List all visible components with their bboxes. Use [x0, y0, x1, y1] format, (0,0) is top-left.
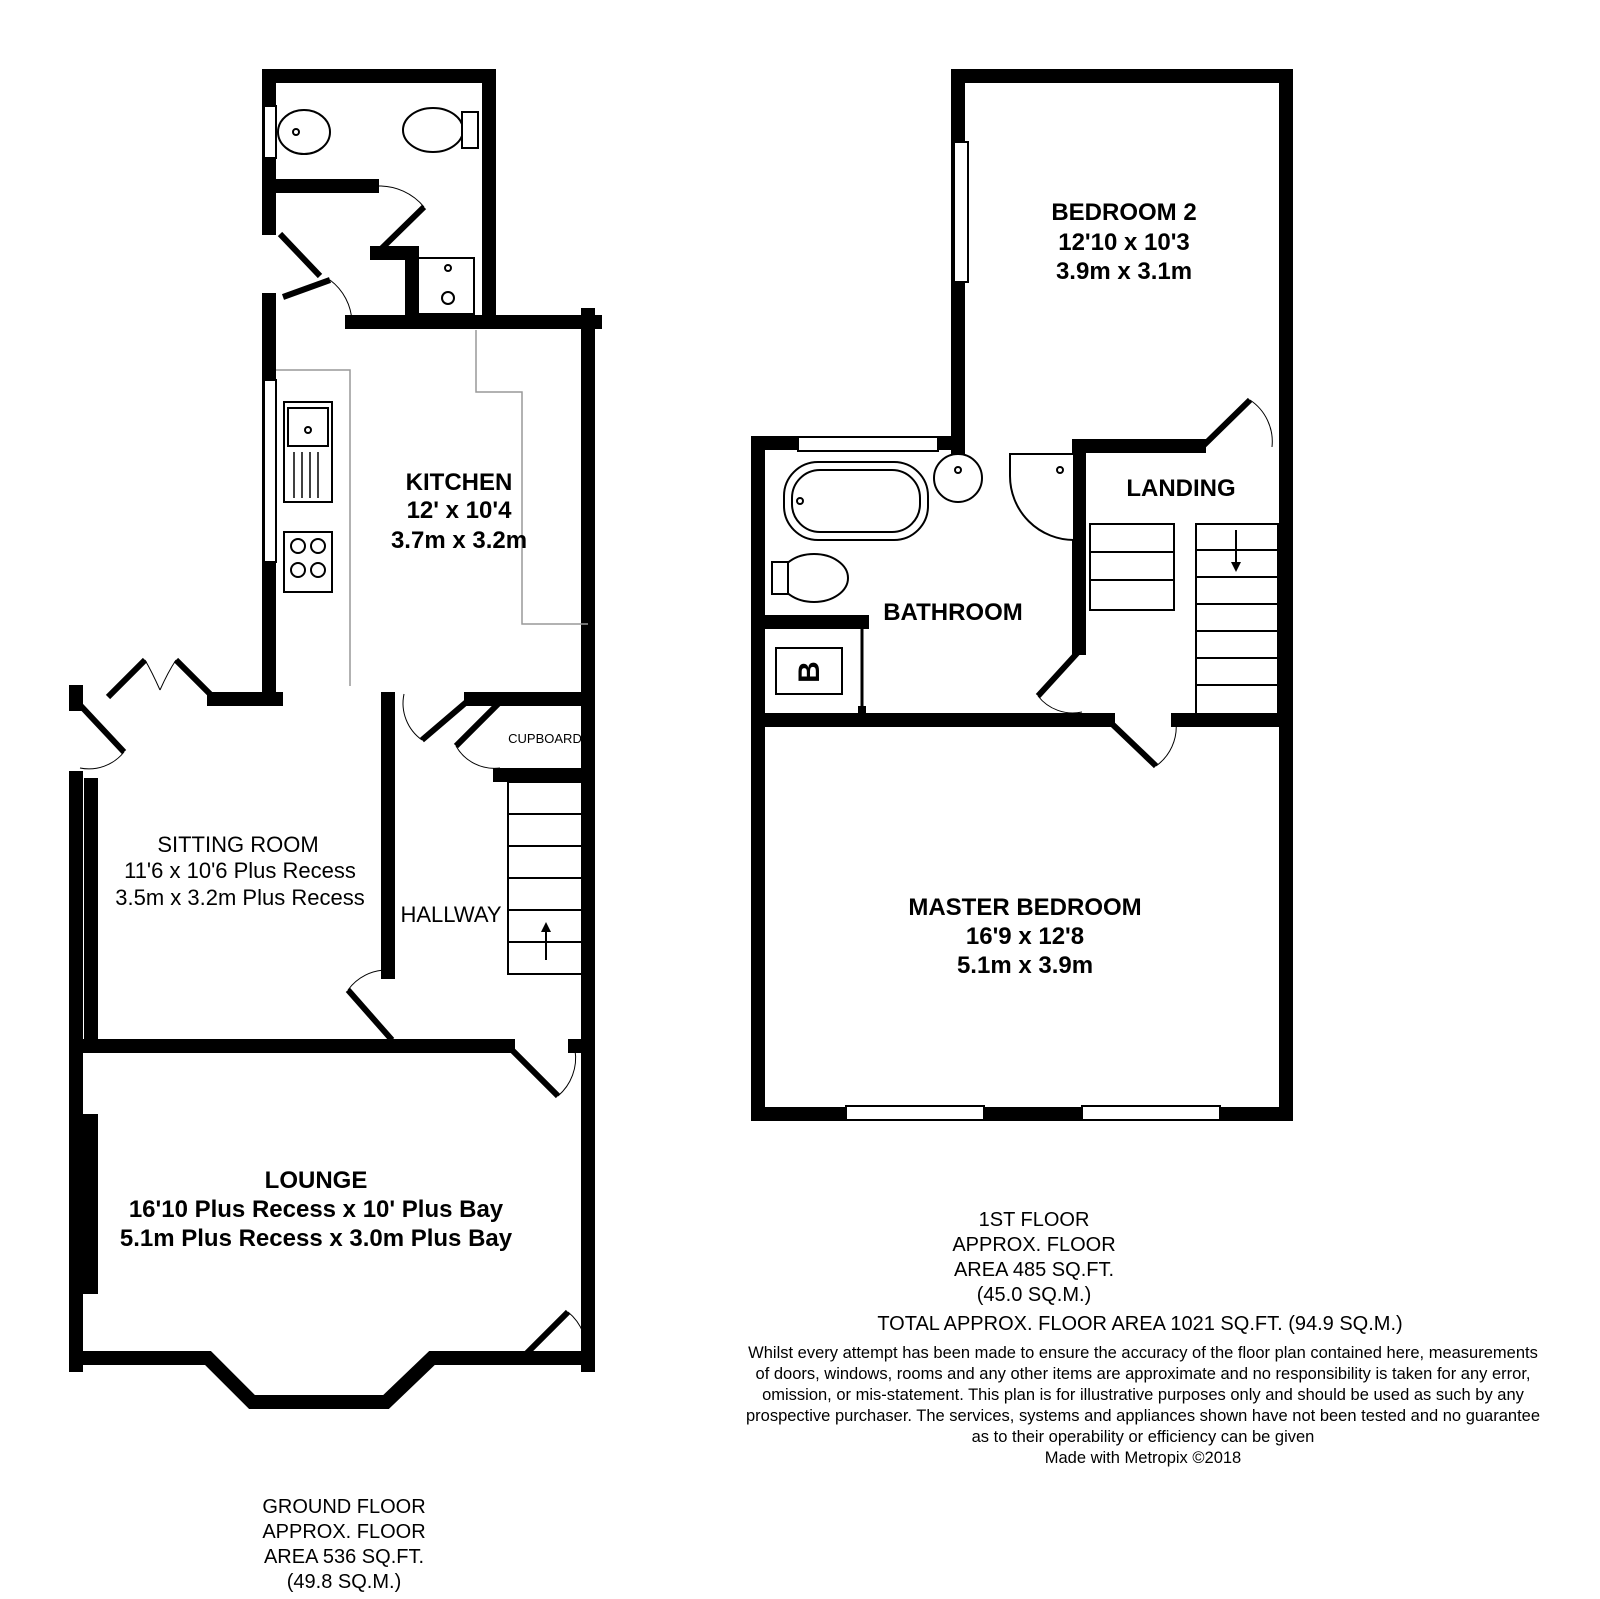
total-area: TOTAL APPROX. FLOOR AREA 1021 SQ.FT. (94.9 SQ.M.)	[877, 1313, 1403, 1335]
lounge-area	[76, 1114, 588, 1402]
lounge-imperial: 16'10 Plus Recess x 10' Plus Bay	[128, 1196, 504, 1223]
ground-floor-area-info	[224, 1495, 464, 1595]
first-floor-area-info	[914, 1208, 1154, 1308]
disclaimer-line: as to their operability or efficiency can be given	[971, 1428, 1315, 1446]
first-floor-title: 1ST FLOOR	[978, 1209, 1090, 1231]
bedroom2-name: BEDROOM 2	[1051, 199, 1197, 226]
sitting-room-area	[76, 660, 588, 1365]
master-bedroom-imperial: 16'9 x 12'8	[965, 923, 1085, 950]
bedroom2-metric: 3.9m x 3.1m	[1055, 258, 1193, 285]
credit-line: Made with Metropix ©2018	[1044, 1449, 1242, 1467]
ground-floor-title: GROUND FLOOR	[262, 1496, 426, 1518]
ground-floor-wc-block	[264, 76, 595, 692]
first-floor-area-line2: AREA 485 SQ.FT.	[953, 1259, 1115, 1281]
boiler-label: B	[793, 661, 826, 683]
bathroom-fixtures	[772, 454, 1074, 694]
hallway-label: HALLWAY	[400, 902, 502, 927]
disclaimer-line: Whilst every attempt has been made to ensure the accuracy of the floor plan contained here, measurements	[748, 1344, 1538, 1362]
sitting-room-name: SITTING ROOM	[157, 832, 319, 857]
ground-floor-area-line1: APPROX. FLOOR	[262, 1521, 426, 1543]
master-bedroom-name: MASTER BEDROOM	[908, 894, 1142, 921]
first-floor-area-line3: (45.0 SQ.M.)	[976, 1284, 1092, 1306]
ground-floor-room-labels	[115, 469, 582, 1252]
bathroom-label: BATHROOM	[883, 599, 1023, 626]
master-bedroom-metric: 5.1m x 3.9m	[956, 952, 1094, 979]
kitchen-metric: 3.7m x 3.2m	[390, 527, 528, 554]
kitchen-name: KITCHEN	[405, 469, 513, 496]
first-floor-area-line1: APPROX. FLOOR	[952, 1234, 1116, 1256]
lounge-name: LOUNGE	[264, 1167, 368, 1194]
disclaimer-line: omission, or mis-statement. This plan is for illustrative purposes only and should be used as such by any	[762, 1386, 1524, 1404]
lounge-metric: 5.1m Plus Recess x 3.0m Plus Bay	[119, 1225, 513, 1252]
sitting-room-imperial: 11'6 x 10'6 Plus Recess	[124, 858, 356, 883]
cupboard-label: CUPBOARD	[508, 731, 582, 746]
first-floor-room-labels	[793, 199, 1236, 979]
ground-floor-area-line2: AREA 536 SQ.FT.	[263, 1546, 425, 1568]
kitchen-imperial: 12' x 10'4	[406, 497, 512, 524]
disclaimer-line: of doors, windows, rooms and any other items are approximate and no responsibility is taken for any error,	[755, 1365, 1531, 1383]
ground-floor-area-line3: (49.8 SQ.M.)	[286, 1571, 402, 1593]
landing-stairs	[1090, 524, 1278, 716]
landing-label: LANDING	[1126, 475, 1236, 502]
bedroom2-imperial: 12'10 x 10'3	[1058, 229, 1190, 256]
sitting-room-metric: 3.5m x 3.2m Plus Recess	[115, 885, 365, 910]
disclaimer	[688, 1343, 1598, 1469]
disclaimer-line: prospective purchaser. The services, systems and appliances shown have not been tested and no guarantee	[745, 1407, 1541, 1425]
